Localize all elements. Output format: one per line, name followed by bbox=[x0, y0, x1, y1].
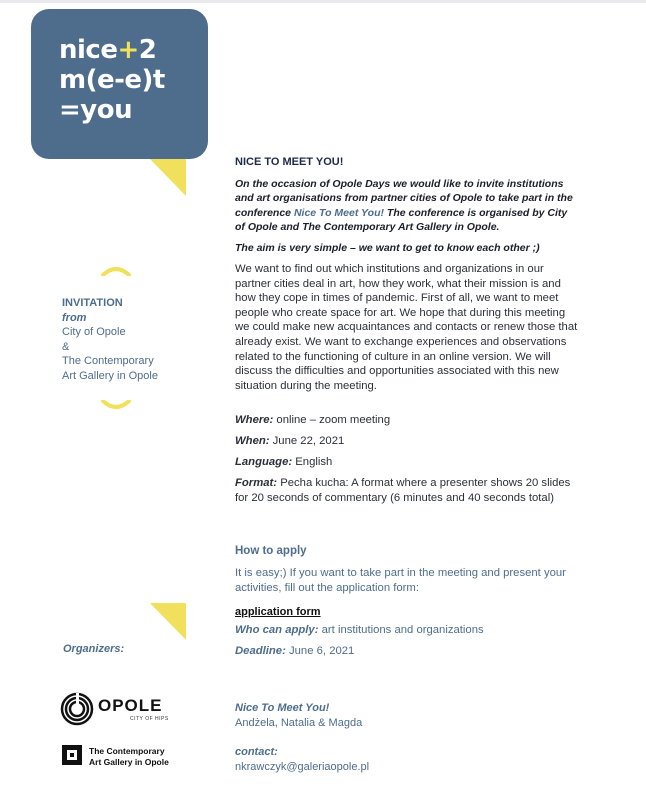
how-to-apply-heading: How to apply bbox=[235, 545, 307, 557]
who-can-apply-line bbox=[235, 623, 580, 638]
where-value: online – zoom meeting bbox=[273, 414, 391, 426]
gallery-logo-line1: The Contemporary bbox=[89, 746, 165, 756]
nice-to-meet-you-logo bbox=[31, 9, 208, 159]
aim-line: The aim is very simple – we want to get to know each other ;) bbox=[235, 242, 540, 254]
application-form-link[interactable]: application form bbox=[235, 606, 321, 618]
format-line bbox=[235, 476, 580, 505]
language-value: English bbox=[292, 456, 333, 468]
signature-names: Andżela, Natalia & Magda bbox=[235, 716, 363, 729]
deadline-value: June 6, 2021 bbox=[285, 645, 355, 657]
opole-wordmark: OPOLE bbox=[98, 696, 163, 715]
contact-block bbox=[235, 745, 580, 774]
invitation-city: City of Opole bbox=[62, 326, 126, 338]
contact-label: contact: bbox=[235, 746, 278, 758]
intro-text-b: The conference is organised by City of Opole and The Contemporary Art Gallery in Opole. bbox=[235, 206, 568, 233]
format-label: Format: bbox=[235, 477, 278, 489]
yellow-triangle-bottom bbox=[150, 603, 190, 643]
logo-line1: nice bbox=[59, 35, 118, 65]
invitation-block bbox=[62, 296, 158, 383]
invitation-title: INVITATION bbox=[62, 297, 123, 309]
yellow-arc-bottom bbox=[101, 400, 131, 412]
intro-text-a: On the occasion of Opole Days we would like to invite institutions and art organisations from partner cities of Opole to take part in the conference bbox=[235, 178, 573, 219]
opole-tagline: CITY OF HIPS bbox=[130, 716, 169, 722]
signature-title: Nice To Meet You! bbox=[235, 702, 330, 714]
gallery-logo-line2: Art Gallery in Opole bbox=[89, 756, 169, 767]
when-line bbox=[235, 434, 580, 449]
organizers-label: Organizers: bbox=[63, 643, 125, 655]
where-label: Where: bbox=[235, 414, 274, 426]
logo-plus: + bbox=[117, 35, 139, 65]
contact-email-link[interactable]: nkrawczyk@galeriaopole.pl bbox=[235, 760, 370, 773]
gallery-logo bbox=[61, 744, 181, 770]
logo-line3: =you bbox=[59, 95, 133, 125]
main-heading: NICE TO MEET YOU! bbox=[235, 156, 344, 168]
deadline-label: Deadline: bbox=[235, 645, 286, 657]
invitation-gallery-line1: The Contemporary bbox=[62, 355, 154, 367]
gallery-square-icon bbox=[61, 744, 83, 766]
top-border bbox=[0, 0, 646, 3]
signature-block bbox=[235, 701, 580, 730]
who-can-apply-value: art institutions and organizations bbox=[318, 624, 484, 636]
logo-line1-number: 2 bbox=[138, 35, 157, 65]
body-paragraph: We want to find out which institutions and organizations in our partner cities deal in art, how they work, what their mission is and how they cope in times of pandemic. First of all, we want to meet people who create space for art. We hope that during this meeting we could make new acquaintances and contacts or renew those that already exist. We want to exchange experiences and observations related to the functioning of culture in an online version. We will discuss the difficulties and opportunities associated with this new situation during the meeting. bbox=[235, 263, 578, 392]
language-line bbox=[235, 455, 580, 470]
invitation-from: from bbox=[62, 311, 87, 324]
yellow-triangle-top bbox=[150, 159, 190, 199]
invitation-gallery-line2: Art Gallery in Opole bbox=[62, 369, 158, 382]
intro-conference-name: Nice To Meet You! bbox=[293, 206, 384, 219]
opole-ring-icon bbox=[60, 692, 94, 726]
intro-paragraph bbox=[235, 177, 580, 234]
invitation-ampersand: & bbox=[62, 340, 70, 353]
opole-city-logo bbox=[60, 692, 170, 728]
who-can-apply-label: Who can apply: bbox=[235, 624, 319, 636]
format-value: Pecha kucha: A format where a presenter shows 20 slides for 20 seconds of commentary (6 minutes and 40 seconds total) bbox=[235, 477, 571, 504]
deadline-line bbox=[235, 644, 580, 659]
gallery-logo-text bbox=[89, 746, 169, 767]
how-to-apply-text: It is easy;) If you want to take part in the meeting and present your activities, fill out the application form: bbox=[235, 567, 566, 594]
when-value: June 22, 2021 bbox=[269, 435, 345, 447]
logo-line2: m(e-e)t bbox=[59, 65, 165, 95]
yellow-arc-top bbox=[101, 264, 131, 276]
language-label: Language: bbox=[235, 456, 293, 468]
when-label: When: bbox=[235, 435, 270, 447]
logo-text bbox=[59, 35, 165, 125]
where-line bbox=[235, 413, 580, 428]
